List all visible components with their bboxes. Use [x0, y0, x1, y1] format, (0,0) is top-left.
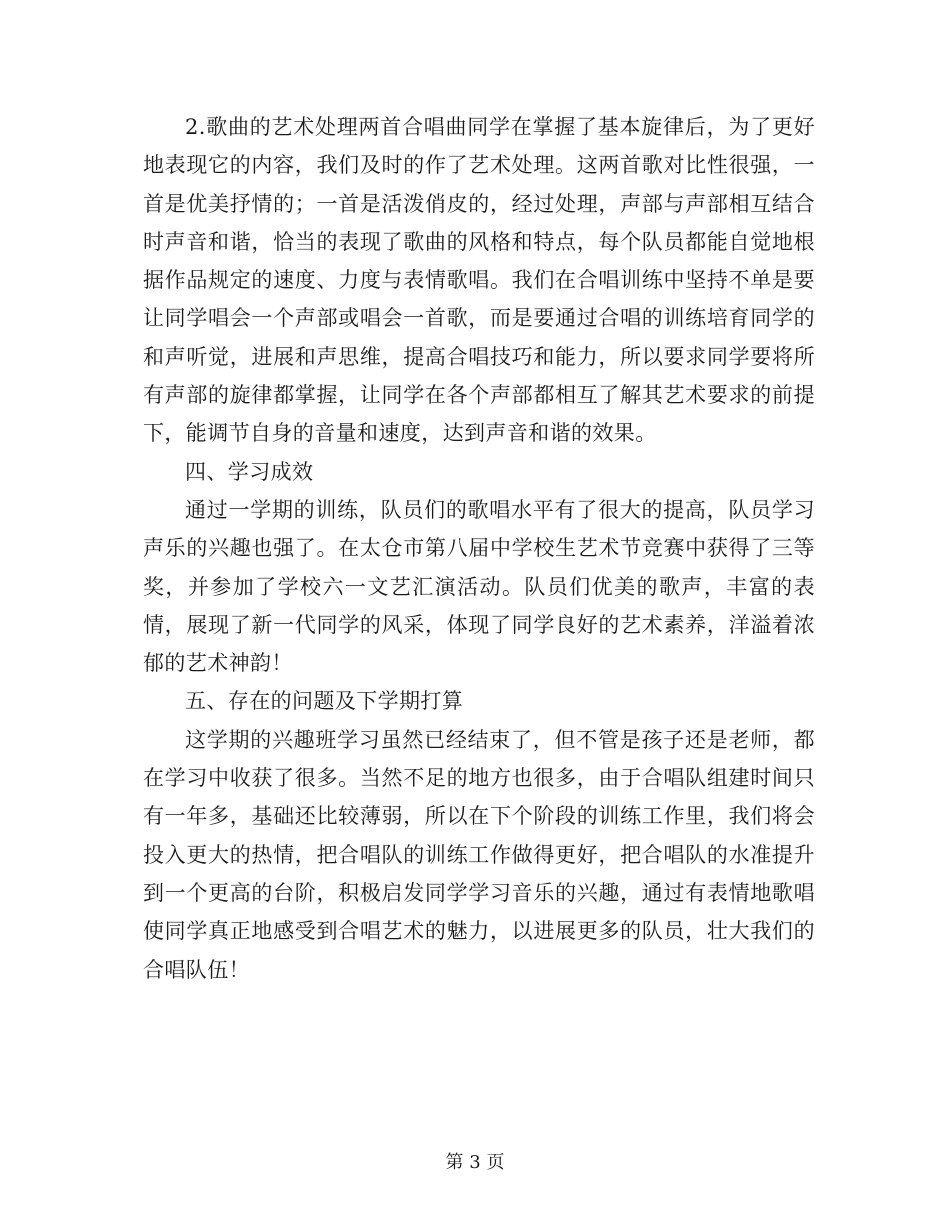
page-number: 第 3 页: [445, 1152, 505, 1173]
document-body: [143, 108, 815, 989]
paragraph-problems-and-plans: 这学期的兴趣班学习虽然已经结束了，但不管是孩子还是老师，都在学习中收获了很多。当然不足的地方也很多，由于合唱队组建时间只有一年多，基础还比较薄弱，所以在下个阶段的训练工作里，我们将会投入更大的热情，把合唱队的训练工作做得更好，把合唱队的水准提升到一个更高的台阶，积极启发同学学习音乐的兴趣，通过有表情地歌唱使同学真正地感受到合唱艺术的魅力，以进展更多的队员，壮大我们的合唱队伍！: [143, 727, 815, 982]
paragraph-learning-results: 通过一学期的训练，队员们的歌唱水平有了很大的提高，队员学习声乐的兴趣也强了。在太仓市第八届中学校生艺术节竞赛中获得了三等奖，并参加了学校六一文艺汇演活动。队员们优美的歌声，丰富的表情，展现了新一代同学的风采，体现了同学良好的艺术素养，洋溢着浓郁的艺术神韵！: [143, 497, 815, 676]
paragraph-art-processing: 2.歌曲的艺术处理两首合唱曲同学在掌握了基本旋律后，为了更好地表现它的内容，我们及时的作了艺术处理。这两首歌对比性很强，一首是优美抒情的；一首是活泼俏皮的，经过处理，声部与声部相互结合时声音和谐，恰当的表现了歌曲的风格和特点，每个队员都能自觉地根据作品规定的速度、力度与表情歌唱。我们在合唱训练中坚持不单是要让同学唱会一个声部或唱会一首歌，而是要通过合唱的训练培育同学的和声听觉，进展和声思维，提高合唱技巧和能力，所以要求同学要将所有声部的旋律都掌握，让同学在各个声部都相互了解其艺术要求的前提下，能调节自身的音量和速度，达到声音和谐的效果。: [143, 115, 815, 446]
section-heading-learning-results: 四、学习成效: [185, 459, 314, 484]
section-heading-problems-and-plans: 五、存在的问题及下学期打算: [185, 689, 464, 714]
